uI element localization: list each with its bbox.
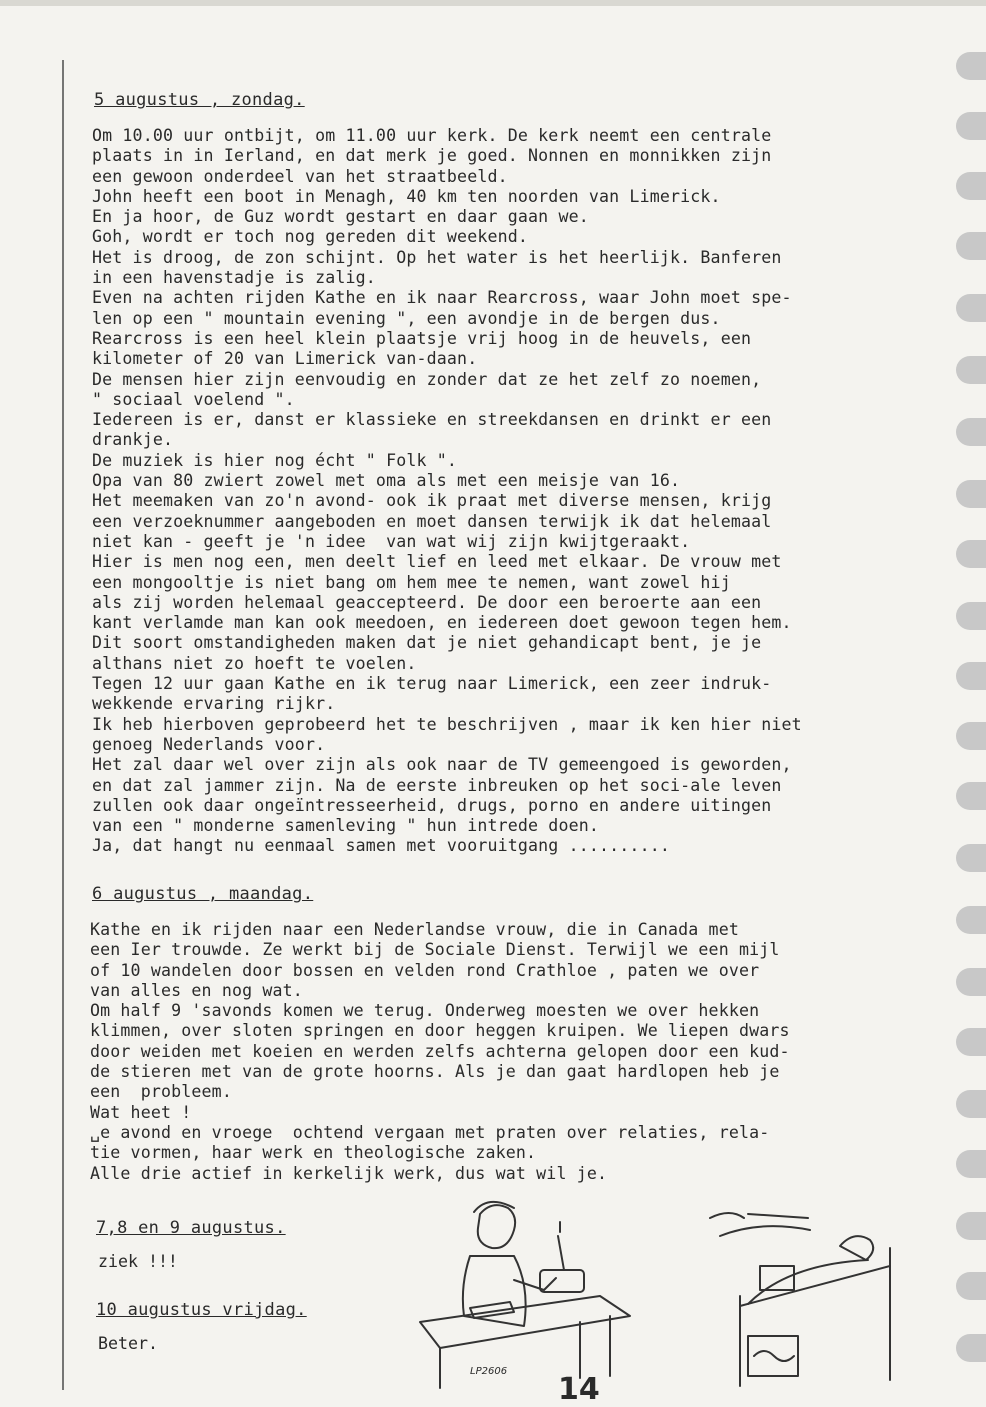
section-aug-6 xyxy=(86,884,946,1184)
binder-hole xyxy=(956,540,986,568)
binder-hole xyxy=(956,294,986,322)
section-body: Kathe en ik rijden naar een Nederlandse vrouw, die in Canada met een Ier trouwde. Ze werkt bij de Sociale Dienst. Terwijl we een mijl of 10 wandelen door bossen en velden rond Crathloe , paten we over van alles en nog wat. Om half 9 'savonds komen we terug. Onderweg moesten we over hekken klimmen, over sloten springen en door heggen kruipen. We liepen dwars door weiden met koeien en werden zelfs achterna gelopen door een kud- de stieren met van de grote hoorns. Als je dan gaat hardlopen heb je een probleem. Wat heet ! ␣e avond en vroege ochtend vergaan met praten over relaties, rela- tie vormen, haar werk en theologische zaken. Alle drie actief in kerkelijk werk, dus wat wil je. xyxy=(90,920,790,1183)
cartoon-illustration xyxy=(410,1196,930,1392)
binder-hole xyxy=(956,844,986,872)
section-aug-7-10 xyxy=(96,1218,396,1382)
section-heading: 7,8 en 9 augustus. xyxy=(96,1218,286,1238)
binder-hole xyxy=(956,1028,986,1056)
binder-hole xyxy=(956,782,986,810)
page-number: 14 xyxy=(558,1372,600,1407)
binder-hole xyxy=(956,112,986,140)
binder-hole xyxy=(956,662,986,690)
binder-hole xyxy=(956,722,986,750)
section-heading: 5 augustus , zondag. xyxy=(94,90,305,110)
section-body: ziek !!! xyxy=(98,1252,178,1271)
section-aug-5 xyxy=(88,90,948,857)
section-heading: 6 augustus , maandag. xyxy=(92,884,314,904)
section-body: Beter. xyxy=(98,1334,158,1353)
binder-hole xyxy=(956,906,986,934)
binder-hole xyxy=(956,172,986,200)
binder-holes xyxy=(950,40,986,1402)
binder-hole xyxy=(956,52,986,80)
binder-hole xyxy=(956,1272,986,1300)
binder-hole xyxy=(956,1150,986,1178)
page-top-edge xyxy=(0,0,986,6)
binder-hole xyxy=(956,232,986,260)
section-heading: 10 augustus vrijdag. xyxy=(96,1300,307,1320)
binder-hole xyxy=(956,480,986,508)
artist-mark: LP2606 xyxy=(470,1366,508,1377)
binder-hole xyxy=(956,968,986,996)
section-body: Om 10.00 uur ontbijt, om 11.00 uur kerk. De kerk neemt een centrale plaats in in Ierland, en dat merk je goed. Nonnen en monnikken zijn een gewoon onderdeel van het straatbeeld. John heeft een boot in Menagh, 40 km ten noorden van Limerick. En ja hoor, de Guz wordt gestart en daar gaan we. Goh, wordt er toch nog gereden dit weekend. Het is droog, de zon schijnt. Op het water is het heerlijk. Banferen in een havenstadje is zalig. Even na achten rijden Kathe en ik naar Rearcross, waar John moet spe- len op een " mountain evening ", een avondje in de bergen dus. Rearcross is een heel klein plaatsje vrij hoog in de heuvels, een kilometer of 20 van Limerick van-daan. De mensen hier zijn eenvoudig en zonder dat ze het zelf zo noemen, " sociaal voelend ". Iedereen is er, danst er klassieke en streekdansen en drinkt er een drankje. De muziek is hier nog écht " Folk ". Opa van 80 zwiert zowel met oma als met een meisje van 16. Het meemaken van zo'n avond- ook ik praat met diverse mensen, krijg een verzoeknummer aangeboden en moet dansen terwijk ik dat helemaal niet kan - geeft je 'n idee van wat wij zijn kwijtgeraakt. Hier is men nog een, men deelt lief en leed met elkaar. De vrouw met een mongooltje is niet bang om hem mee te nemen, want zowel hij als zij worden helemaal geaccepteerd. De door een beroerte aan een kant verlamde man kan ook meedoen, en iedereen doet gewoon tegen hem. Dit soort omstandigheden maken dat je niet gehandicapt bent, je je althans niet zo hoeft te voelen. Tegen 12 uur gaan Kathe en ik terug naar Limerick, een zeer indruk- wekkende ervaring rijkr. Ik heb hierboven geprobeerd het te beschrijven , maar ik ken hier niet genoeg Nederlands voor. Het zal daar wel over zijn als ook naar de TV gemeengoed is geworden, en dat zal jammer zijn. Na de eerste inbreuken op het soci-ale leven zullen ook daar ongeïntresseerheid, drugs, porno en andere uitingen van een " monderne samenleving " hun intrede doen. Ja, dat hangt nu eenmaal samen met vooruitgang .......... xyxy=(92,126,802,856)
binder-hole xyxy=(956,1212,986,1240)
binder-hole xyxy=(956,356,986,384)
binder-hole xyxy=(956,418,986,446)
binder-hole xyxy=(956,602,986,630)
binder-hole xyxy=(956,1090,986,1118)
margin-line xyxy=(62,60,64,1390)
binder-hole xyxy=(956,1334,986,1362)
